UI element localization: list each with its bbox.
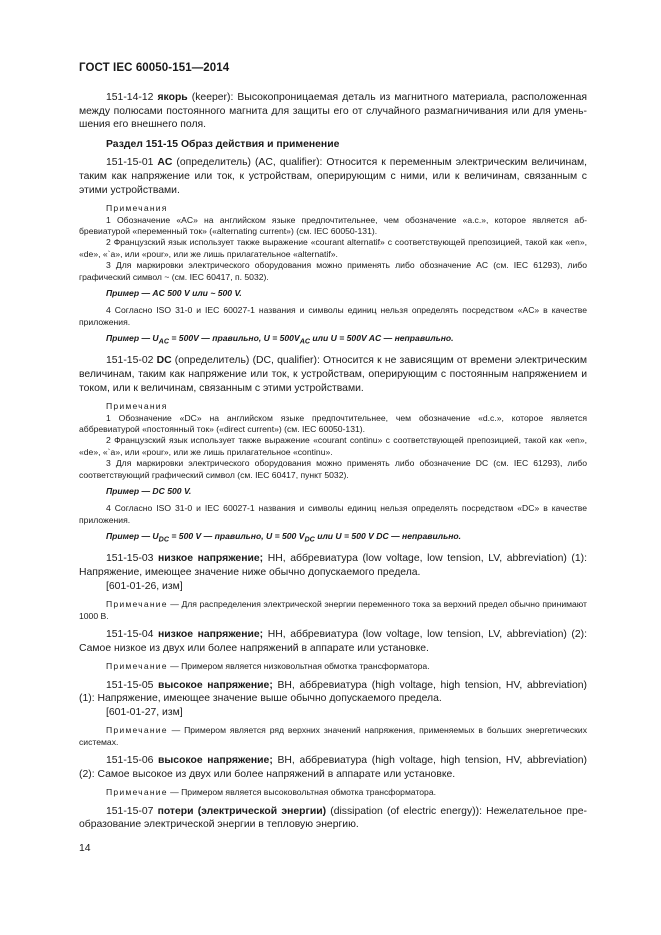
notes-heading: Примечания bbox=[106, 203, 168, 214]
term-entry bbox=[79, 552, 587, 579]
source-reference: [601-01-26, изм] bbox=[106, 580, 183, 592]
term-definition: ВН, аббревиатура (high voltage, high tension, HV, abbreviation) (2): Самое высокое из двух или более напряжений в аппарате или установке. bbox=[79, 755, 588, 780]
term-name: DC bbox=[156, 355, 172, 367]
note-item: 3 Для маркировки электрического оборудования можно применять либо обозначение AC (см. IEC 61293), либо графический символ ~ (см. IEC 60417, п. 5032). bbox=[79, 260, 587, 282]
notes-block bbox=[79, 203, 587, 283]
term-entry bbox=[79, 805, 587, 832]
term-definition: НН, аббревиатура (low voltage, low tension, LV, abbreviation) (2): Самое низкое из двух или более напряжений в аппарате или установке. bbox=[79, 628, 587, 654]
example-text: или U = 500V AC — неправильно. bbox=[310, 333, 454, 344]
example-text: или U = 500 V DC — неправильно. bbox=[314, 531, 462, 542]
subscript: AC bbox=[299, 337, 311, 346]
term-name: низкое напряжение; bbox=[157, 553, 264, 565]
term-definition: (keeper): Высокопроницаемая деталь из магнитного материала, расположенная между полюсами постоянного магнита для защиты его от случайного размагничивания или для уменьшения его внешнего поля. bbox=[79, 92, 588, 131]
term-entry bbox=[79, 354, 587, 395]
example-text: Пример — U bbox=[106, 531, 159, 542]
note-text: — Для распределения электрической энергии переменного тока за верхний предел обычно принимают 1000 В. bbox=[79, 599, 587, 621]
single-note bbox=[79, 725, 587, 748]
example-text: Пример — U bbox=[106, 333, 159, 344]
notes-heading: Примечания bbox=[106, 401, 168, 412]
note-label: Примечание bbox=[106, 661, 168, 672]
source-reference: [601-01-27, изм] bbox=[106, 706, 183, 718]
example: Пример — DC 500 V. bbox=[106, 485, 192, 496]
example bbox=[79, 531, 587, 546]
term-number: 151-15-04 bbox=[106, 628, 154, 640]
term-number: 151-15-01 bbox=[106, 157, 154, 169]
term-number: 151-15-07 bbox=[106, 805, 154, 817]
note-item: 4 Согласно ISO 31-0 и IEC 60027-1 названия и символы единиц нельзя определять посредством «DC» в качестве приложения. bbox=[79, 503, 587, 525]
term-name: AC bbox=[157, 157, 173, 169]
single-note bbox=[79, 599, 587, 622]
note-item: 1 Обозначение «AC» на английском языке предпочтительнее, чем обозначение «a.c.», которое является аббревиатурой «переменный ток» («alternating current») (см. IEC 60050-131). bbox=[79, 214, 587, 236]
term-name: потери (электрической энергии) bbox=[157, 805, 327, 817]
subscript: AC bbox=[158, 337, 169, 346]
note-label: Примечание bbox=[106, 725, 168, 736]
example-text: = 500 V — правильно, U = 500 V bbox=[169, 531, 305, 542]
note-item: 3 Для маркировки электрического оборудования можно применять либо обозначение DC (см. IEC 61293), либо соответствующий графический символ (см. IEC 60417, пункт 5032). bbox=[79, 458, 587, 480]
term-definition: ВН, аббревиатура (high voltage, high tension, HV, abbreviation) (1): Напряжение, имеющее значение выше обычно допускаемого предела. bbox=[79, 679, 588, 705]
example bbox=[79, 333, 587, 348]
term-number: 151-15-06 bbox=[106, 755, 154, 767]
term-definition: (dissipation (of electric energy)): Нежелательное преобразование электрической энергии в тепловую энергию. bbox=[79, 805, 587, 831]
note-text: — Примером является ряд верхних значений напряжения, применяемых в больших энергетических системах. bbox=[79, 725, 587, 747]
document-body bbox=[79, 91, 587, 838]
section-title: Раздел 151-15 Образ действия и применение bbox=[106, 138, 340, 150]
term-number: 151-15-05 bbox=[106, 679, 154, 691]
page-number: 14 bbox=[79, 843, 91, 854]
term-entry bbox=[79, 754, 587, 781]
subscript: DC bbox=[304, 535, 315, 544]
example: Пример — AC 500 V или ~ 500 V. bbox=[106, 288, 242, 298]
note-text: — Примером является низковольтная обмотка трансформатора. bbox=[167, 661, 430, 672]
note-item: 1 Обозначение «DC» на английском языке предпочтительнее, чем обозначение «d.c.», которое является аббревиатурой «постоянный ток» («direct current») (см. IEC 60050-131). bbox=[79, 412, 587, 434]
note-text: — Примером является высоковольтная обмотка трансформатора. bbox=[167, 787, 437, 798]
note-item: 4 Согласно ISO 31-0 и IEC 60027-1 названия и символы единиц нельзя определять посредством «AC» в качестве приложения. bbox=[79, 305, 587, 327]
term-definition: (определитель) (DC, qualifier): Относится к не зависящим от времени электрическим величинам, таким как напряжение или ток, к устройствам, оперирующим с постоянным напряжением и током, или к величинам, связанным с этими устройствами. bbox=[79, 355, 587, 394]
term-name: высокое напряжение; bbox=[158, 679, 273, 691]
term-entry bbox=[79, 679, 587, 706]
note-item: 2 Французский язык использует также выражение «courant continu» с соответствующей препозицией, такой как «en», «de», «`a», или «pour», или же лишь прилагательное «continu». bbox=[79, 435, 587, 457]
term-name: якорь bbox=[157, 92, 188, 103]
notes-block bbox=[79, 401, 587, 481]
term-name: низкое напряжение; bbox=[157, 628, 264, 640]
document-header: ГОСТ IEC 60050-151—2014 bbox=[79, 62, 230, 74]
term-definition: НН, аббревиатура (low voltage, low tension, LV, abbreviation) (1): Напряжение, имеющее значение ниже обычно допускаемого предела. bbox=[79, 553, 587, 578]
single-note bbox=[79, 661, 587, 672]
example-text: = 500V — правильно, U = 500V bbox=[169, 333, 300, 344]
note-label: Примечание bbox=[106, 599, 168, 610]
term-number: 151-15-02 bbox=[106, 355, 154, 367]
term-number: 151-14-12 bbox=[106, 92, 154, 103]
subscript: DC bbox=[158, 535, 169, 544]
single-note bbox=[79, 787, 587, 798]
term-entry bbox=[79, 91, 587, 132]
term-definition: (определитель) (AC, qualifier): Относится к переменным электрическим величинам, таким как напряжение или ток, к устройствам, оперирующим с ними, или к величинам, связанным с этими устройствами. bbox=[79, 157, 588, 196]
term-name: высокое напряжение; bbox=[158, 755, 273, 767]
note-label: Примечание bbox=[106, 787, 168, 798]
note-item: 2 Французский язык использует также выражение «courant alternatif» с соответствующей препозицией, такой как «en», «de», «`a», или «pour», или же лишь прилагательное «alternatif». bbox=[79, 237, 587, 259]
term-entry bbox=[79, 156, 587, 197]
term-number: 151-15-03 bbox=[106, 553, 154, 565]
term-entry bbox=[79, 628, 587, 655]
